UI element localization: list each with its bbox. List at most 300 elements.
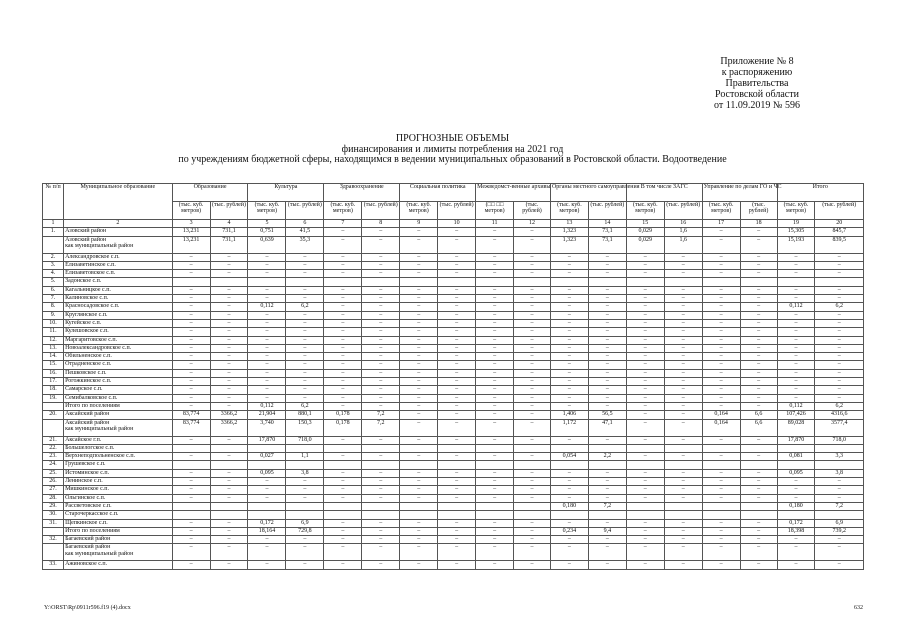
cell-value: 0,027 (248, 453, 286, 461)
cell-value: – (438, 394, 476, 402)
cell-value (248, 278, 286, 286)
cell-value: 13,231 (172, 228, 210, 236)
municipality-name (64, 502, 173, 510)
cell-value: – (588, 328, 626, 336)
municipality-name-line: Грушевское с.п. (65, 461, 106, 468)
row-number: 32. (43, 536, 64, 544)
cell-value: – (248, 394, 286, 402)
cell-value: – (626, 453, 664, 461)
row-number: 20. (43, 411, 64, 419)
cell-value: – (324, 295, 362, 303)
cell-value: – (777, 286, 815, 294)
cell-value: – (324, 436, 362, 444)
cell-value: – (664, 469, 702, 477)
cell-value: – (248, 361, 286, 369)
row-number (43, 419, 64, 436)
cell-value: – (476, 544, 514, 561)
cell-value: – (400, 303, 438, 311)
row-number: 26. (43, 478, 64, 486)
cell-value: – (514, 378, 551, 386)
cell-value: – (702, 378, 740, 386)
cell-value: – (777, 344, 815, 352)
cell-value: – (550, 286, 588, 294)
cell-value: 21,904 (248, 411, 286, 419)
cell-value: – (702, 453, 740, 461)
cell-value: – (815, 361, 864, 369)
municipality-name (64, 478, 173, 486)
cell-value: – (588, 544, 626, 561)
cell-value: – (740, 519, 777, 527)
cell-value: – (248, 253, 286, 261)
cell-value: – (438, 303, 476, 311)
table-row (43, 303, 864, 311)
cell-value: – (550, 469, 588, 477)
cell-value (324, 444, 362, 452)
municipality-name (64, 436, 173, 444)
municipality-name (64, 461, 173, 469)
header-unit: (тыс. куб. метров) (550, 202, 588, 220)
cell-value: – (588, 478, 626, 486)
cell-value: – (740, 527, 777, 535)
cell-value: – (400, 453, 438, 461)
cell-value: 0,639 (248, 236, 286, 253)
cell-value: – (664, 261, 702, 269)
cell-value: – (702, 436, 740, 444)
cell-value: – (286, 328, 324, 336)
cell-value: – (550, 561, 588, 569)
cell-value: – (550, 536, 588, 544)
cell-value: – (626, 419, 664, 436)
cell-value (324, 461, 362, 469)
cell-value: – (438, 402, 476, 410)
cell-value (324, 278, 362, 286)
cell-value: – (286, 344, 324, 352)
cell-value: – (362, 336, 400, 344)
cell-value: – (740, 561, 777, 569)
municipality-name (64, 411, 173, 419)
cell-value: – (550, 378, 588, 386)
municipality-name-line: Красносадовское с.п. (65, 303, 120, 310)
header-unit: (тыс. рублей) (588, 202, 626, 220)
cell-value: – (514, 394, 551, 402)
cell-value: – (815, 328, 864, 336)
cell-value: – (664, 519, 702, 527)
table-row (43, 378, 864, 386)
cell-value: – (324, 270, 362, 278)
header-unit: (тыс. куб. метров) (777, 202, 815, 220)
cell-value: – (588, 270, 626, 278)
table-row (43, 386, 864, 394)
cell-value: – (777, 295, 815, 303)
cell-value: – (438, 319, 476, 327)
cell-value: – (210, 353, 248, 361)
municipality-name (64, 286, 173, 294)
cell-value: – (172, 319, 210, 327)
cell-value: – (324, 311, 362, 319)
row-number: 9. (43, 311, 64, 319)
cell-value: – (476, 261, 514, 269)
cell-value: – (248, 378, 286, 386)
municipality-name-line: как муниципальный район (65, 550, 134, 557)
cell-value: – (324, 561, 362, 569)
municipality-name-line: Щепкинское с.п. (65, 519, 108, 526)
cell-value: – (815, 295, 864, 303)
cell-value: – (702, 270, 740, 278)
cell-value: – (702, 527, 740, 535)
cell-value: – (626, 394, 664, 402)
cell-value: – (476, 228, 514, 236)
cell-value (626, 278, 664, 286)
cell-value: 6,2 (286, 303, 324, 311)
row-number: 14. (43, 353, 64, 361)
cell-value: – (438, 336, 476, 344)
cell-value: – (172, 336, 210, 344)
cell-value: 89,028 (777, 419, 815, 436)
cell-value: – (362, 353, 400, 361)
table-row (43, 311, 864, 319)
cell-value: – (550, 486, 588, 494)
cell-value: – (476, 453, 514, 461)
cell-value: – (740, 353, 777, 361)
row-number: 22. (43, 444, 64, 452)
cell-value: 0,029 (626, 236, 664, 253)
cell-value: – (248, 286, 286, 294)
cell-value: – (172, 328, 210, 336)
cell-value: – (400, 411, 438, 419)
municipality-name (64, 519, 173, 527)
cell-value: 731,1 (210, 228, 248, 236)
municipality-name-line: Мишкинское с.п. (65, 486, 109, 493)
cell-value: – (588, 311, 626, 319)
cell-value: – (588, 336, 626, 344)
cell-value: – (664, 286, 702, 294)
cell-value: 0,164 (702, 411, 740, 419)
cell-value: – (476, 311, 514, 319)
cell-value: – (550, 394, 588, 402)
cell-value: – (400, 286, 438, 294)
column-number: 11 (476, 220, 514, 228)
municipality-name-line: Аксайский район (65, 411, 110, 418)
cell-value: – (476, 319, 514, 327)
cell-value: – (248, 328, 286, 336)
cell-value: – (664, 419, 702, 436)
cell-value: – (740, 494, 777, 502)
cell-value: – (777, 494, 815, 502)
municipality-name (64, 469, 173, 477)
cell-value: – (210, 544, 248, 561)
cell-value: – (514, 527, 551, 535)
cell-value: 18,398 (777, 527, 815, 535)
cell-value (286, 502, 324, 510)
cell-value: – (324, 536, 362, 544)
table-row (43, 502, 864, 510)
cell-value: – (438, 561, 476, 569)
cell-value: – (588, 344, 626, 352)
cell-value: – (514, 311, 551, 319)
cell-value (702, 511, 740, 519)
municipality-name-line: Семибалковское с.п. (65, 394, 118, 401)
cell-value: – (740, 402, 777, 410)
table-row (43, 286, 864, 294)
cell-value: – (626, 311, 664, 319)
municipality-name-line: Багаевский район (65, 544, 111, 551)
cell-value: – (702, 486, 740, 494)
appendix-block (687, 56, 827, 111)
cell-value: – (210, 286, 248, 294)
cell-value: – (476, 336, 514, 344)
cell-value: 0,172 (248, 519, 286, 527)
cell-value: – (514, 436, 551, 444)
cell-value: – (210, 378, 248, 386)
cell-value: – (702, 561, 740, 569)
cell-value: – (664, 336, 702, 344)
cell-value: – (626, 353, 664, 361)
cell-value: – (777, 544, 815, 561)
cell-value: – (400, 486, 438, 494)
header-unit: (□□ □□ метров) (476, 202, 514, 220)
cell-value: – (476, 386, 514, 394)
cell-value: – (248, 369, 286, 377)
municipality-name (64, 444, 173, 452)
cell-value: – (210, 561, 248, 569)
cell-value: – (740, 436, 777, 444)
column-number: 15 (626, 220, 664, 228)
cell-value: – (362, 378, 400, 386)
cell-value: – (740, 469, 777, 477)
cell-value: – (362, 270, 400, 278)
cell-value (476, 502, 514, 510)
table-row (43, 228, 864, 236)
column-number: 4 (210, 220, 248, 228)
cell-value: – (588, 369, 626, 377)
municipality-name-line: Самарское с.п. (65, 386, 103, 393)
cell-value: – (476, 561, 514, 569)
cell-value: – (248, 261, 286, 269)
cell-value: – (740, 361, 777, 369)
cell-value: – (664, 386, 702, 394)
municipality-name-line: Кугейское с.п. (65, 319, 102, 326)
cell-value: 83,774 (172, 419, 210, 436)
cell-value: – (514, 319, 551, 327)
cell-value: 73,1 (588, 236, 626, 253)
cell-value: – (172, 344, 210, 352)
table-row (43, 236, 864, 253)
cell-value: – (172, 286, 210, 294)
cell-value: – (777, 253, 815, 261)
cell-value (626, 502, 664, 510)
cell-value: 1,323 (550, 236, 588, 253)
row-number: 29. (43, 502, 64, 510)
cell-value: – (777, 336, 815, 344)
cell-value: – (550, 328, 588, 336)
cell-value: – (550, 519, 588, 527)
cell-value: 15,305 (777, 228, 815, 236)
cell-value: – (740, 303, 777, 311)
cell-value: – (702, 544, 740, 561)
cell-value: – (588, 394, 626, 402)
header-unit: (тыс. рублей) (514, 202, 551, 220)
cell-value: – (248, 336, 286, 344)
cell-value: – (815, 336, 864, 344)
column-number: 3 (172, 220, 210, 228)
cell-value: – (588, 402, 626, 410)
cell-value: 3,3 (815, 453, 864, 461)
cell-value: – (438, 369, 476, 377)
cell-value: 7,2 (362, 411, 400, 419)
cell-value: – (286, 478, 324, 486)
cell-value: – (626, 328, 664, 336)
row-number: 31. (43, 519, 64, 527)
cell-value: – (626, 303, 664, 311)
cell-value: – (777, 386, 815, 394)
cell-value (210, 444, 248, 452)
cell-value: – (438, 344, 476, 352)
row-number: 11. (43, 328, 64, 336)
cell-value (626, 444, 664, 452)
municipality-name-line: Отрадненское с.п. (65, 361, 112, 368)
cell-value: – (210, 253, 248, 261)
cell-value: – (626, 286, 664, 294)
cell-value: – (626, 544, 664, 561)
title-line-1: ПРОГНОЗНЫЕ ОБЪЕМЫ (395, 133, 510, 144)
cell-value: – (248, 386, 286, 394)
cell-value (400, 511, 438, 519)
cell-value: – (740, 486, 777, 494)
cell-value: – (438, 386, 476, 394)
cell-value: – (438, 419, 476, 436)
municipality-name (64, 311, 173, 319)
cell-value: – (815, 311, 864, 319)
column-number: 18 (740, 220, 777, 228)
municipality-name-line: Азовский район (65, 228, 107, 235)
cell-value (248, 502, 286, 510)
row-number: 12. (43, 336, 64, 344)
cell-value (172, 511, 210, 519)
cell-value: – (588, 536, 626, 544)
cell-value: – (286, 386, 324, 394)
cell-value: – (400, 436, 438, 444)
cell-value: – (815, 386, 864, 394)
cell-value: – (476, 419, 514, 436)
table-row (43, 544, 864, 561)
cell-value: – (210, 344, 248, 352)
cell-value: – (210, 295, 248, 303)
cell-value: – (815, 286, 864, 294)
header-unit: (тыс. рублей) (210, 202, 248, 220)
cell-value: – (324, 369, 362, 377)
cell-value: – (172, 270, 210, 278)
cell-value: – (324, 336, 362, 344)
header-group: Культура (248, 184, 324, 202)
cell-value: – (550, 295, 588, 303)
municipality-name-line: Итого по поселениям (65, 527, 120, 534)
cell-value: – (815, 369, 864, 377)
cell-value (514, 278, 551, 286)
column-number: 12 (514, 220, 551, 228)
cell-value: – (400, 519, 438, 527)
cell-value: – (400, 253, 438, 261)
cell-value: – (362, 402, 400, 410)
cell-value: – (514, 228, 551, 236)
municipality-name-line: Пешковское с.п. (65, 369, 107, 376)
cell-value: – (324, 494, 362, 502)
cell-value: 729,8 (286, 527, 324, 535)
municipality-name (64, 511, 173, 519)
cell-value: 0,180 (550, 502, 588, 510)
cell-value: – (172, 394, 210, 402)
cell-value (664, 511, 702, 519)
cell-value: – (286, 261, 324, 269)
cell-value: – (476, 469, 514, 477)
cell-value: – (438, 486, 476, 494)
cell-value: – (626, 386, 664, 394)
cell-value: – (362, 369, 400, 377)
column-number: 17 (702, 220, 740, 228)
row-number (43, 402, 64, 410)
cell-value: – (172, 519, 210, 527)
cell-value: – (550, 336, 588, 344)
cell-value: – (362, 253, 400, 261)
row-number: 27. (43, 486, 64, 494)
cell-value: 4316,6 (815, 411, 864, 419)
cell-value: 0,095 (777, 469, 815, 477)
cell-value: – (248, 544, 286, 561)
cell-value: 3366,2 (210, 411, 248, 419)
cell-value: – (172, 478, 210, 486)
cell-value: 15,193 (777, 236, 815, 253)
cell-value: – (702, 228, 740, 236)
cell-value: 35,3 (286, 236, 324, 253)
cell-value: – (438, 453, 476, 461)
cell-value: – (400, 419, 438, 436)
cell-value: – (248, 486, 286, 494)
cell-value: – (400, 319, 438, 327)
cell-value: 7,2 (362, 419, 400, 436)
cell-value: – (740, 228, 777, 236)
cell-value: – (514, 361, 551, 369)
cell-value: – (740, 544, 777, 561)
cell-value: – (626, 561, 664, 569)
table-row (43, 453, 864, 461)
cell-value: – (777, 394, 815, 402)
cell-value: 0,178 (324, 419, 362, 436)
cell-value: – (777, 311, 815, 319)
municipality-name (64, 402, 173, 410)
cell-value: – (438, 361, 476, 369)
cell-value: 0,112 (248, 303, 286, 311)
cell-value: – (362, 536, 400, 544)
cell-value: – (400, 270, 438, 278)
cell-value: – (740, 386, 777, 394)
cell-value: – (286, 253, 324, 261)
cell-value (210, 502, 248, 510)
cell-value: – (626, 494, 664, 502)
cell-value: – (286, 486, 324, 494)
cell-value: – (626, 478, 664, 486)
cell-value (210, 278, 248, 286)
cell-value: – (210, 386, 248, 394)
row-number: 15. (43, 361, 64, 369)
cell-value: – (400, 336, 438, 344)
cell-value: – (550, 270, 588, 278)
cell-value: – (438, 519, 476, 527)
cell-value: – (438, 478, 476, 486)
cell-value: – (438, 261, 476, 269)
cell-value: – (362, 286, 400, 294)
cell-value: – (210, 303, 248, 311)
cell-value: 3,740 (248, 419, 286, 436)
cell-value: 6,9 (286, 519, 324, 527)
